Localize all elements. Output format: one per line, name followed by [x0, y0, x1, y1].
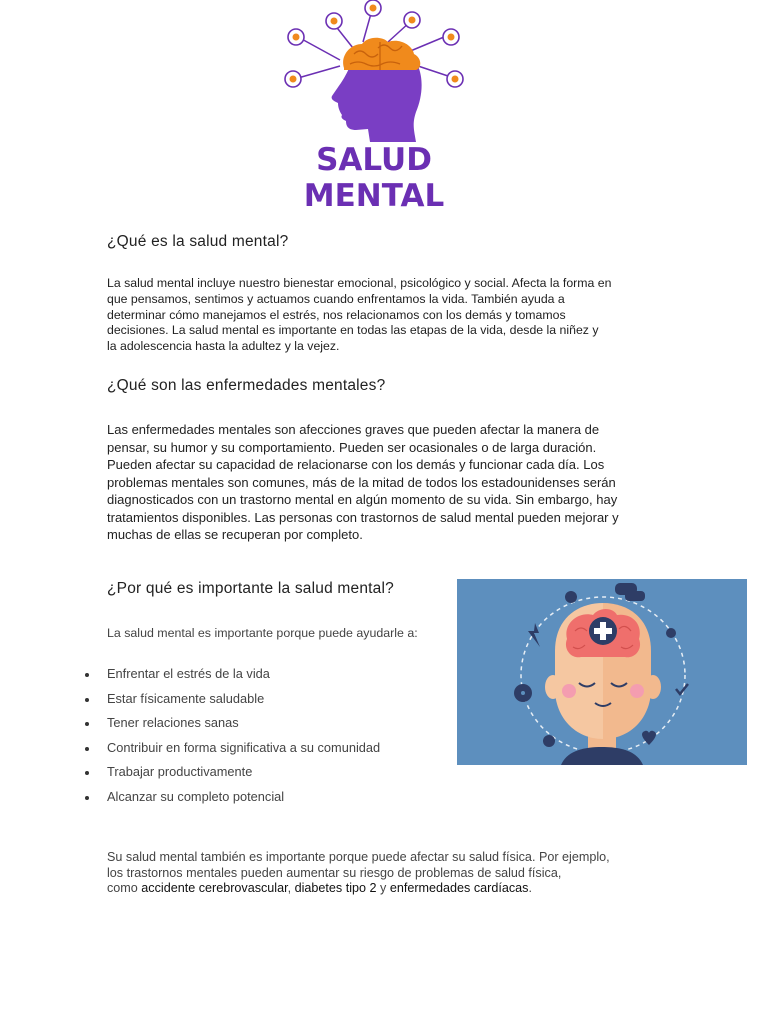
- heading-por-que-importante: ¿Por qué es importante la salud mental?: [107, 580, 394, 597]
- link-accidente-cerebrovascular[interactable]: accidente cerebrovascular: [141, 881, 288, 895]
- closing-paragraph: [107, 850, 667, 897]
- meditating-head-icon: [457, 579, 747, 765]
- paragraph-line: pensar, su humor y su comportamiento. Pueden ser ocasionales o de larga duración.: [107, 439, 597, 455]
- paragraph-definicion: [107, 276, 611, 355]
- paragraph-line: la adolescencia hasta la adultez y la vejez.: [107, 339, 340, 354]
- paragraph-line: diagnosticados con un trastorno mental en algún momento de su vida. Sin embargo, hay: [107, 492, 618, 507]
- heading-que-es-salud-mental: ¿Qué es la salud mental?: [107, 233, 289, 250]
- paragraph-line: tratamientos disponibles. Las personas con trastornos de salud mental pueden mejorar y: [107, 509, 619, 525]
- heading-enfermedades-mentales: ¿Qué son las enfermedades mentales?: [107, 377, 386, 394]
- paragraph-enfermedades: [107, 421, 619, 544]
- paragraph-line: Pueden afectar su capacidad de relacionarse con los demás y funcionar cada día. Los: [107, 457, 605, 472]
- text-prefix: como: [107, 881, 142, 895]
- paragraph-line-links: [107, 881, 667, 897]
- text-sep: y: [376, 881, 390, 895]
- paragraph-line: Su salud mental también es importante porque puede afectar su salud física. Por ejemplo,: [107, 850, 610, 864]
- logo-title: SALUD MENTAL: [303, 142, 445, 214]
- mindfulness-illustration: [457, 579, 747, 765]
- paragraph-line: muchas de ellas se recuperan por completo.: [107, 527, 363, 542]
- salud-mental-logo: [258, 0, 490, 214]
- paragraph-line: Las enfermedades mentales son afecciones graves que pueden afectar la manera de: [107, 422, 600, 437]
- text-sep: ,: [287, 881, 295, 895]
- paragraph-line: determinar cómo manejamos el estrés, nos relacionamos con los demás y tomamos: [107, 307, 566, 322]
- link-enfermedades-cardiacas[interactable]: enfermedades cardíacas: [389, 881, 529, 895]
- paragraph-line: problemas mentales son comunes, más de la mitad de todos los estadounidenses serán: [107, 474, 616, 490]
- paragraph-line: los trastornos mentales pueden aumentar su riesgo de problemas de salud física,: [107, 865, 562, 880]
- paragraph-line: La salud mental incluye nuestro bienestar emocional, psicológico y social. Afecta la forma en: [107, 276, 612, 290]
- intro-text: La salud mental es importante porque puede ayudarle a:: [107, 626, 418, 640]
- list-item: Contribuir en forma significativa a su comunidad: [84, 736, 380, 761]
- brain-head-logo-icon: [258, 0, 490, 145]
- text-end: .: [528, 881, 532, 895]
- list-item: Tener relaciones sanas: [84, 711, 380, 736]
- link-diabetes-tipo-2[interactable]: diabetes tipo 2: [294, 881, 377, 895]
- benefits-list: [84, 662, 380, 810]
- list-item: Alcanzar su completo potencial: [84, 785, 380, 810]
- list-item: Estar físicamente saludable: [84, 687, 380, 712]
- list-item: Enfrentar el estrés de la vida: [84, 662, 380, 687]
- list-item: Trabajar productivamente: [84, 760, 380, 785]
- paragraph-line: decisiones. La salud mental es importante en todas las etapas de la vida, desde la niñez y: [107, 323, 599, 338]
- paragraph-line: que pensamos, sentimos y actuamos cuando enfrentamos la vida. También ayuda a: [107, 291, 565, 306]
